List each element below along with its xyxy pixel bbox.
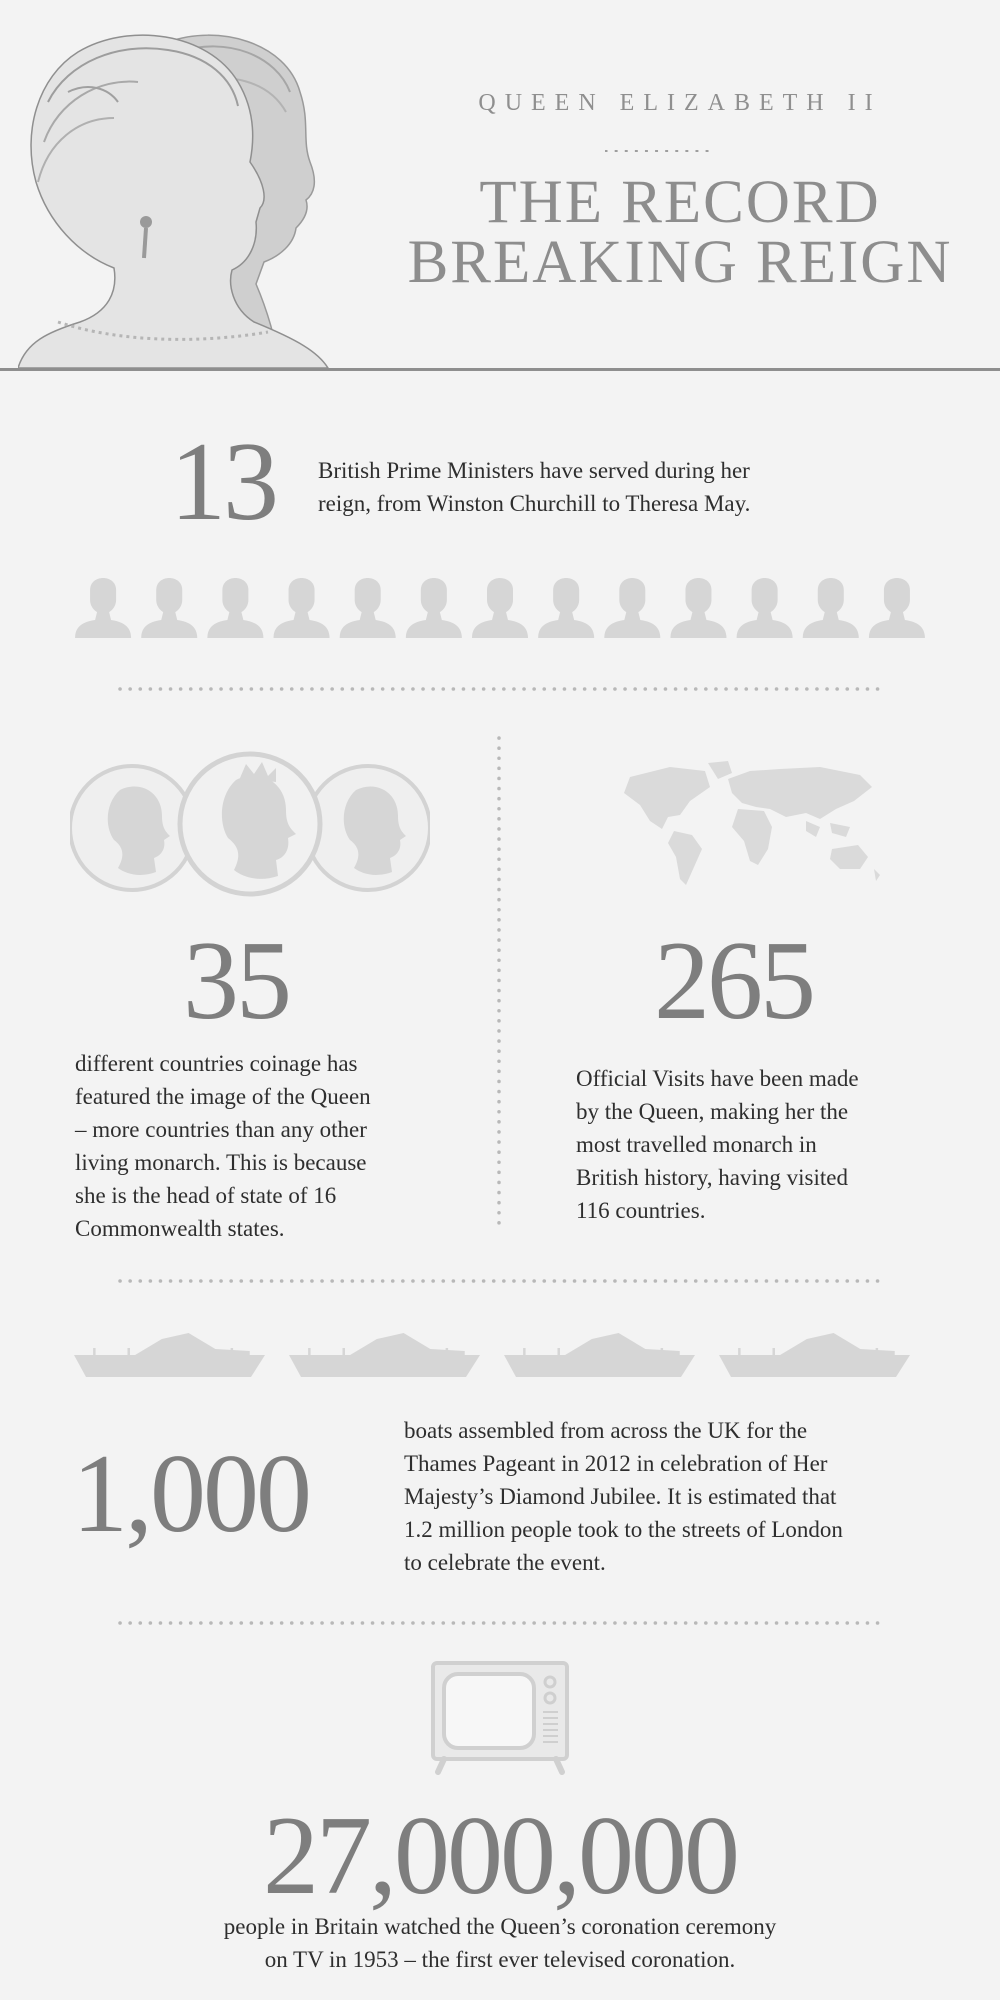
boats-number: 1,000 xyxy=(72,1432,309,1556)
person-silhouette-icon xyxy=(737,578,793,638)
header-rule xyxy=(0,368,1000,371)
title-line-1: THE RECORD xyxy=(479,169,881,236)
person-silhouette-icon xyxy=(538,578,594,638)
person-silhouette-icon xyxy=(869,578,925,638)
coinage-text-line: Commonwealth states. xyxy=(75,1216,285,1241)
coinage-text-line: featured the image of the Queen xyxy=(75,1084,371,1109)
coronation-text xyxy=(0,1910,1000,1976)
queen-portrait-icon xyxy=(18,22,358,368)
coinage-text-line: – more countries than any other xyxy=(75,1117,367,1142)
boats-text-line: Majesty’s Diamond Jubilee. It is estimated that xyxy=(404,1484,837,1509)
visits-text-line: 116 countries. xyxy=(576,1198,706,1223)
header xyxy=(0,0,1000,370)
person-silhouette-icon xyxy=(803,578,859,638)
column-divider xyxy=(497,736,501,1230)
coinage-number: 35 xyxy=(183,919,289,1043)
boats-text-line: Thames Pageant in 2012 in celebration of Her xyxy=(404,1451,828,1476)
pm-number: 13 xyxy=(170,420,276,544)
prime-minister-silhouettes xyxy=(70,568,930,638)
pm-text xyxy=(318,454,938,520)
page-title xyxy=(350,169,1000,296)
coinage-text-line: she is the head of state of 16 xyxy=(75,1183,337,1208)
title-line-2: BREAKING REIGN xyxy=(407,229,953,296)
boats-text xyxy=(404,1414,994,1579)
person-silhouette-icon xyxy=(75,578,131,638)
visits-text-line: by the Queen, making her the xyxy=(576,1099,849,1124)
visits-text-line: British history, having visited xyxy=(576,1165,848,1190)
coin-icon xyxy=(70,766,194,890)
visits-number: 265 xyxy=(654,919,813,1043)
coin-icon xyxy=(306,766,430,890)
coinage-text xyxy=(75,1047,475,1245)
title-dot-separator xyxy=(605,150,715,152)
world-map-icon xyxy=(610,757,885,892)
coronation-text-line: on TV in 1953 – the first ever televised coronation. xyxy=(264,1947,736,1972)
boat-icon xyxy=(504,1333,695,1377)
tv-icon xyxy=(430,1660,570,1775)
person-silhouette-icon xyxy=(274,578,330,638)
person-silhouette-icon xyxy=(340,578,396,638)
coins-illustration xyxy=(70,750,430,900)
coinage-text-line: living monarch. This is because xyxy=(75,1150,367,1175)
header-kicker: QUEEN ELIZABETH II xyxy=(478,90,882,116)
person-silhouette-icon xyxy=(604,578,660,638)
person-silhouette-icon xyxy=(141,578,197,638)
coin-icon xyxy=(180,754,320,894)
pm-text-line: British Prime Ministers have served during her xyxy=(318,458,750,483)
boat-icon xyxy=(719,1333,910,1377)
section-divider xyxy=(118,687,884,691)
boats-text-line: to celebrate the event. xyxy=(404,1550,606,1575)
boats-text-line: 1.2 million people took to the streets of London xyxy=(404,1517,843,1542)
visits-text-line: most travelled monarch in xyxy=(576,1132,817,1157)
section-divider xyxy=(118,1279,884,1283)
coronation-text-line: people in Britain watched the Queen’s coronation ceremony xyxy=(223,1914,777,1939)
person-silhouette-icon xyxy=(670,578,726,638)
boats-text-line: boats assembled from across the UK for the xyxy=(404,1418,808,1443)
visits-text-line: Official Visits have been made xyxy=(576,1066,859,1091)
boat-icon xyxy=(289,1333,480,1377)
section-divider xyxy=(118,1621,884,1625)
person-silhouette-icon xyxy=(406,578,462,638)
boat-icon xyxy=(74,1333,265,1377)
person-silhouette-icon xyxy=(472,578,528,638)
coinage-text-line: different countries coinage has xyxy=(75,1051,358,1076)
person-silhouette-icon xyxy=(207,578,263,638)
visits-text xyxy=(576,1062,956,1227)
pm-text-line: reign, from Winston Churchill to Theresa May. xyxy=(318,491,751,516)
coronation-number: 27,000,000 xyxy=(263,1794,737,1918)
boats-illustration xyxy=(70,1325,930,1380)
